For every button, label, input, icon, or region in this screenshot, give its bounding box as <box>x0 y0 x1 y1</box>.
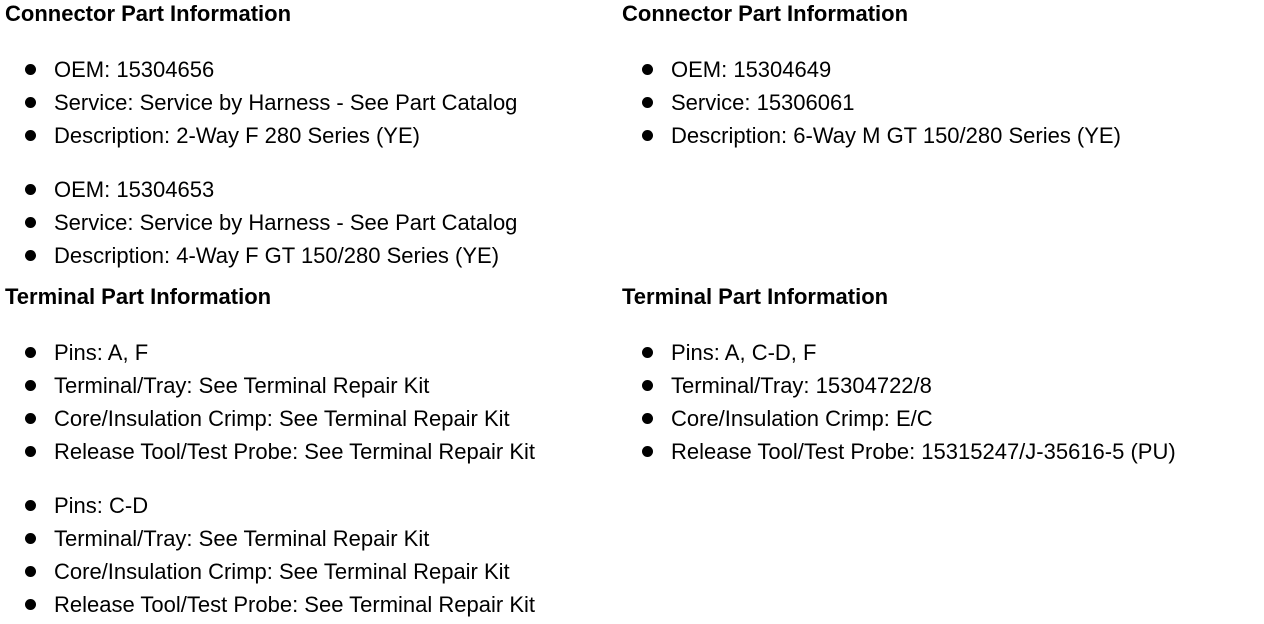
bullet-icon <box>25 347 36 358</box>
connector-heading: Connector Part Information <box>5 1 292 26</box>
description-text: Description: 4-Way F GT 150/280 Series (YE) <box>54 243 500 268</box>
oem-text: OEM: 15304653 <box>54 177 215 202</box>
release-tool-text: Release Tool/Test Probe: 15315247/J-35616-5 (PU) <box>671 439 1176 464</box>
bullet-icon <box>25 130 36 141</box>
pins-text: Pins: A, F <box>54 340 149 365</box>
bullet-icon <box>642 64 653 75</box>
bullet-icon <box>25 533 36 544</box>
oem-text: OEM: 15304649 <box>671 57 832 82</box>
terminal-heading: Terminal Part Information <box>5 284 272 309</box>
bullet-icon <box>25 566 36 577</box>
release-tool-text: Release Tool/Test Probe: See Terminal Repair Kit <box>54 439 535 464</box>
bullet-icon <box>642 130 653 141</box>
release-tool-text: Release Tool/Test Probe: See Terminal Repair Kit <box>54 592 535 617</box>
bullet-icon <box>25 500 36 511</box>
bullet-icon <box>642 380 653 391</box>
bullet-icon <box>642 413 653 424</box>
service-text: Service: Service by Harness - See Part Catalog <box>54 210 518 235</box>
pins-text: Pins: C-D <box>54 493 149 518</box>
pins-text: Pins: A, C-D, F <box>671 340 817 365</box>
bullet-icon <box>642 347 653 358</box>
bullet-icon <box>25 250 36 261</box>
terminal-tray-text: Terminal/Tray: See Terminal Repair Kit <box>54 526 430 551</box>
bullet-icon <box>25 446 36 457</box>
bullet-icon <box>642 446 653 457</box>
bullet-icon <box>25 97 36 108</box>
connector-heading: Connector Part Information <box>622 1 909 26</box>
service-text: Service: Service by Harness - See Part Catalog <box>54 90 518 115</box>
crimp-text: Core/Insulation Crimp: See Terminal Repair Kit <box>54 406 510 431</box>
description-text: Description: 2-Way F 280 Series (YE) <box>54 123 420 148</box>
bullet-icon <box>25 380 36 391</box>
bullet-icon <box>25 64 36 75</box>
crimp-text: Core/Insulation Crimp: E/C <box>671 406 933 431</box>
bullet-icon <box>25 184 36 195</box>
terminal-heading: Terminal Part Information <box>622 284 889 309</box>
bullet-icon <box>25 413 36 424</box>
oem-text: OEM: 15304656 <box>54 57 215 82</box>
terminal-tray-text: Terminal/Tray: See Terminal Repair Kit <box>54 373 430 398</box>
bullet-icon <box>25 217 36 228</box>
crimp-text: Core/Insulation Crimp: See Terminal Repair Kit <box>54 559 510 584</box>
description-text: Description: 6-Way M GT 150/280 Series (YE) <box>671 123 1121 148</box>
terminal-tray-text: Terminal/Tray: 15304722/8 <box>671 373 932 398</box>
bullet-icon <box>25 599 36 610</box>
bullet-icon <box>642 97 653 108</box>
service-text: Service: 15306061 <box>671 90 855 115</box>
